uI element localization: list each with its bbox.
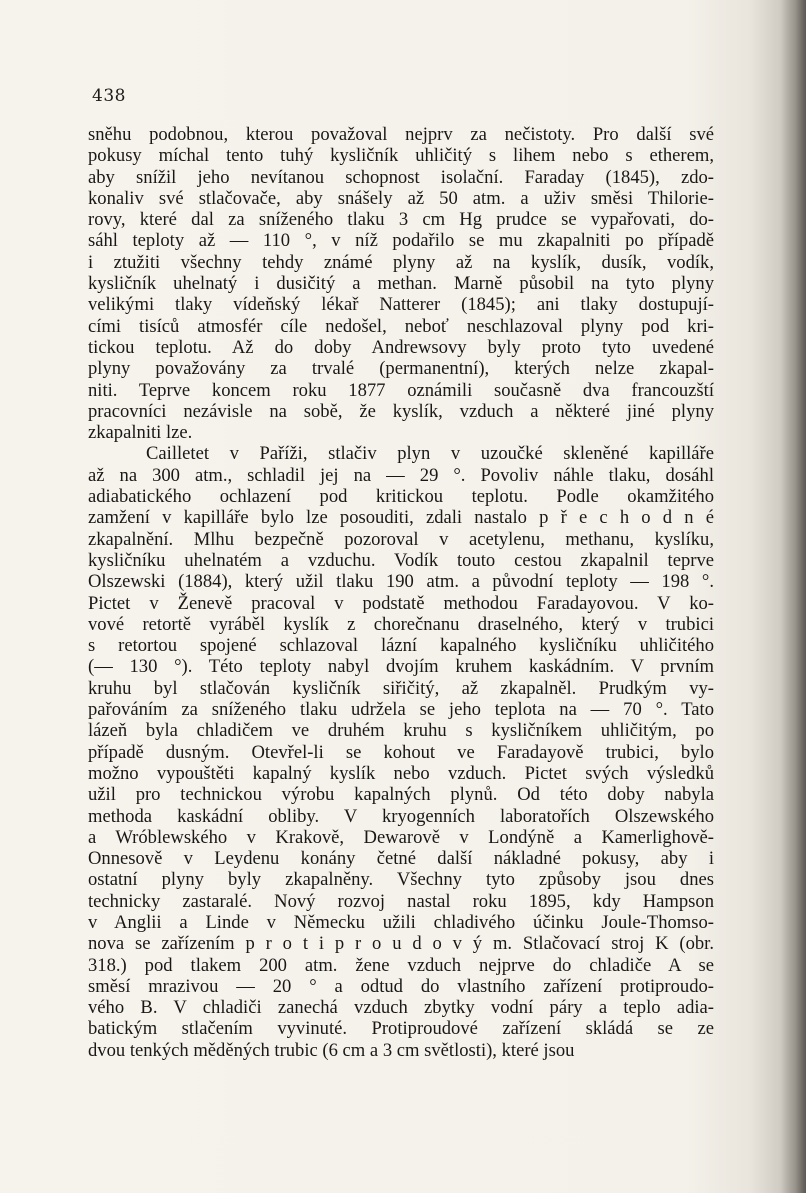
paragraph-2 xyxy=(88,443,714,1061)
text-line: rovy, které dal za sníženého tlaku 3 cm Hg prudce se vypařovati, do- xyxy=(88,209,714,231)
text-line: velikými tlaky vídeňský lékař Natterer (1845); ani tlaky dostupují- xyxy=(88,294,714,316)
text-line: zamžení v kapilláře bylo lze posouditi, zdali nastalo p ř e c h o d n é xyxy=(88,507,714,529)
text-line: aby snížil jeho nevítanou schopnost isolační. Faraday (1845), zdo- xyxy=(88,166,714,188)
text-line: kysličníku uhelnatém a vzduchu. Vodík touto cestou zkapalnil teprve xyxy=(88,549,714,571)
text-line: tickou teplotu. Až do doby Andrewsovy byly proto tyto uvedené xyxy=(88,336,714,358)
paragraph-1 xyxy=(88,124,714,443)
text-line: Onnesově v Leydenu konány četné další nákladné pokusy, aby i xyxy=(88,848,714,870)
text-line: dvou tenkých měděných trubic (6 cm a 3 cm světlosti), které jsou xyxy=(88,1039,575,1061)
text-line: vové retortě vyráběl kyslík z chorečnanu draselného, který v trubici xyxy=(88,613,714,635)
text-line: zkapalniti lze. xyxy=(88,422,193,444)
text-line: lázeň byla chladičem ve druhém kruhu s kysličníkem uhličitým, po xyxy=(88,720,714,742)
text-line: až na 300 atm., schladil jej na — 29 °. Povoliv náhle tlaku, dosáhl xyxy=(88,464,714,486)
text-line: (— 130 °). Této teploty nabyl dvojím kruhem kaskádním. V prvním xyxy=(88,656,714,678)
text-line: pokusy míchal tento tuhý kysličník uhličitý s lihem nebo s etherem, xyxy=(88,145,714,167)
text-line: Cailletet v Paříži, stlačiv plyn v uzoučké skleněné kapilláře xyxy=(146,443,714,465)
text-line: nova se zařízením p r o t i p r o u d o v ý m. Stlačovací stroj K (obr. xyxy=(88,933,714,955)
text-line: zkapalnění. Mlhu bezpečně pozoroval v acetylenu, methanu, kyslíku, xyxy=(88,528,714,550)
text-line: užil pro technickou výrobu kapalných plynů. Od této doby nabyla xyxy=(88,784,714,806)
text-line: v Anglii a Linde v Německu užili chladivého účinku Joule-Thomso- xyxy=(88,911,714,933)
text-line: cími tisíců atmosfér cíle nedošel, neboť neschlazoval plyny pod kri- xyxy=(88,315,714,337)
text-line: plyny považovány za trvalé (permanentní), kterých nelze zkapal- xyxy=(88,358,714,380)
text-line: s retortou spojené schlazoval lázní kapalného kysličníku uhličitého xyxy=(88,635,714,657)
text-line: adiabatického ochlazení pod kritickou teplotu. Podle okamžitého xyxy=(88,486,714,508)
body-text xyxy=(88,124,714,1061)
text-line: případě dusným. Otevřel-li se kohout ve Faradayově trubici, bylo xyxy=(88,741,714,763)
text-line: sněhu podobnou, kterou považoval nejprv za nečistoty. Pro další své xyxy=(88,124,714,145)
text-line: batickým stlačením vyvinuté. Protiproudové zařízení skládá se ze xyxy=(88,1018,714,1040)
text-line: konaliv své stlačovače, aby snášely až 50 atm. a uživ směsi Thilorie- xyxy=(88,187,714,209)
text-line: vého B. V chladiči zanechá vzduch zbytky vodní páry a teplo adia- xyxy=(88,997,714,1019)
binding-shadow xyxy=(780,0,806,1193)
page-number: 438 xyxy=(92,86,126,106)
text-line: a Wróblewského v Krakově, Dewarově v Londýně a Kamerlighově- xyxy=(88,826,714,848)
text-line: pracovníci nezávisle na sobě, že kyslík, vzduch a některé jiné plyny xyxy=(88,400,714,422)
text-line: 318.) pod tlakem 200 atm. žene vzduch nejprve do chladiče A se xyxy=(88,954,714,976)
text-line: technicky zastaralé. Nový rozvoj nastal roku 1895, kdy Hampson xyxy=(88,890,714,912)
text-line: Pictet v Ženevě pracoval v podstatě methodou Faradayovou. V ko- xyxy=(88,592,714,614)
text-line: sáhl teploty až — 110 °, v níž podařilo se mu zkapalniti po případě xyxy=(88,230,714,252)
text-line: ostatní plyny byly zkapalněny. Všechny tyto způsoby jsou dnes xyxy=(88,869,714,891)
text-line: methoda kaskádní obliby. V kryogenních laboratořích Olszewského xyxy=(88,805,714,827)
text-line: i ztužiti všechny tehdy známé plyny až na kyslík, dusík, vodík, xyxy=(88,251,714,273)
text-line: směsí mrazivou — 20 ° a odtud do vlastního zařízení protiproudo- xyxy=(88,975,714,997)
text-line: kysličník uhelnatý i dusičitý a methan. Marně působil na tyto plyny xyxy=(88,273,714,295)
text-line: kruhu byl stlačován kysličník siřičitý, až zkapalněl. Prudkým vy- xyxy=(88,677,714,699)
text-line: Olszewski (1884), který užil tlaku 190 atm. a původní teploty — 198 °. xyxy=(88,571,714,593)
text-line: možno vypouštěti kapalný kyslík nebo vzduch. Pictet svých výsledků xyxy=(88,762,714,784)
text-line: pařováním za sníženého tlaku udržela se jeho teplota na — 70 °. Tato xyxy=(88,699,714,721)
text-line: niti. Teprve koncem roku 1877 oznámili současně dva francouzští xyxy=(88,379,714,401)
